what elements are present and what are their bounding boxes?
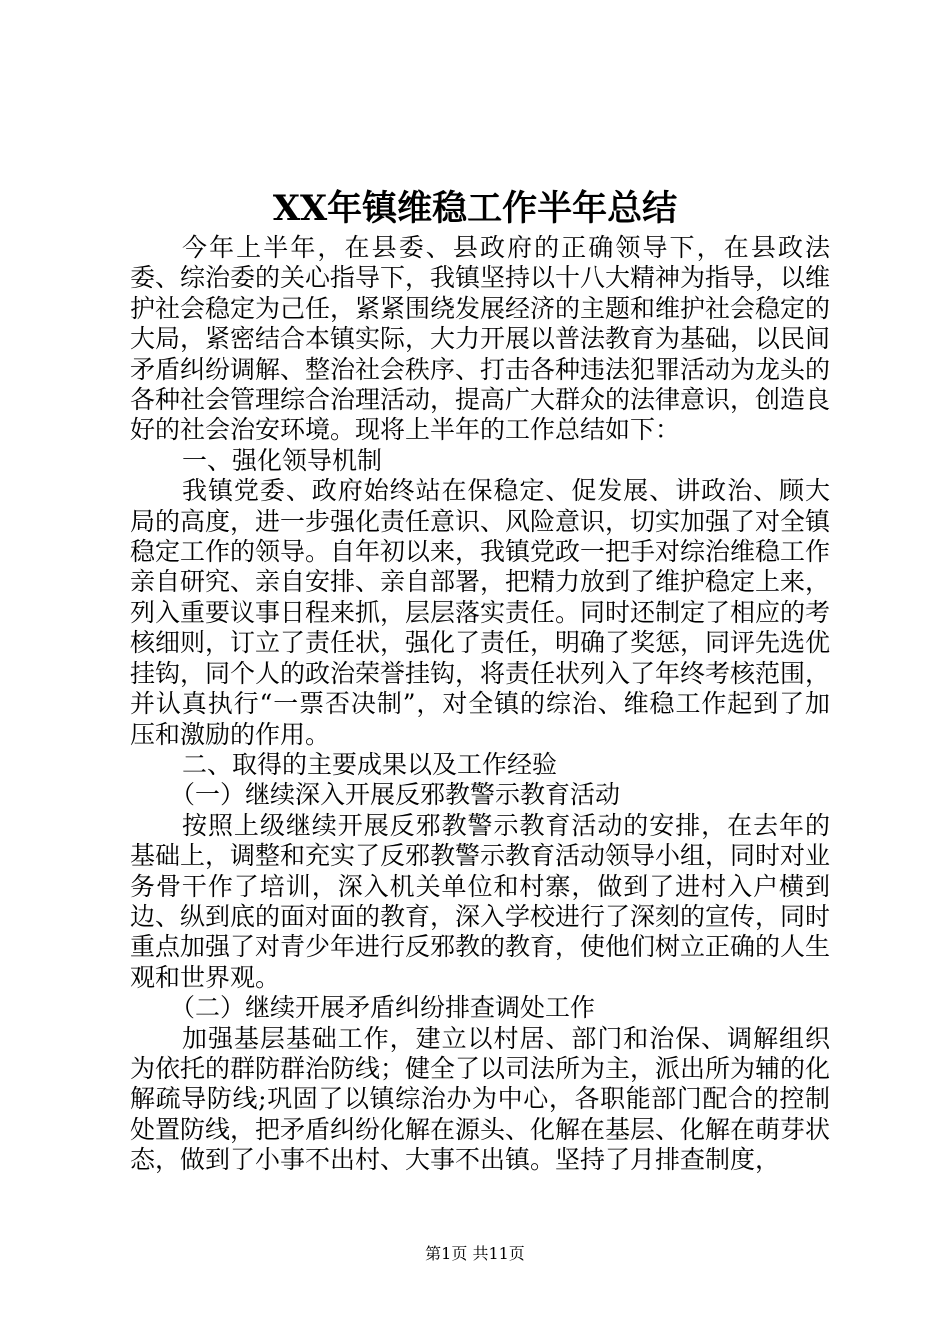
section-heading-leadership: 一、强化领导机制 <box>182 445 383 475</box>
section-paragraph-leadership: 我镇党委、政府始终站在保稳定、促发展、讲政治、顾大局的高度，进一步强化责任意识、风险意识，切实加强了对全镇稳定工作的领导。自年初以来，我镇党政一把手对综治维稳工作亲自研究、亲自安排、亲自部署，把精力放到了维护稳定上来，列入重要议事日程来抓，层层落实责任。同时还制定了相应的考核细则，订立了责任状，强化了责任，明确了奖惩，同评先选优挂钩，同个人的政治荣誉挂钩，将责任状列入了年终考核范围，并认真执行“一票否决制”，对全镇的综治、维稳工作起到了加压和激励的作用。 <box>130 476 831 749</box>
document-body <box>130 233 830 1176</box>
subsection-heading-disputes: （二）继续开展矛盾纠纷排查调处工作 <box>170 993 596 1023</box>
subsection-heading-anti-cult: （一）继续深入开展反邪教警示教育活动 <box>170 780 621 810</box>
section-heading-achievements: 二、取得的主要成果以及工作经验 <box>182 749 558 779</box>
document-title: XX年镇维稳工作半年总结 <box>272 188 678 229</box>
subsection-paragraph-disputes: 加强基层基础工作，建立以村居、部门和治保、调解组织为依托的群防群治防线；健全了以司法所为主，派出所为辅的化解疏导防线;巩固了以镇综治办为中心，各职能部门配合的控制处置防线，把矛盾纠纷化解在源头、化解在基层、化解在萌芽状态，做到了小事不出村、大事不出镇。坚持了月排查制度， <box>130 1023 831 1175</box>
intro-paragraph: 今年上半年，在县委、县政府的正确领导下，在县政法委、综治委的关心指导下，我镇坚持以十八大精神为指导，以维护社会稳定为己任，紧紧围绕发展经济的主题和维护社会稳定的大局，紧密结合本镇实际，大力开展以普法教育为基础，以民间矛盾纠纷调解、整治社会秩序、打击各种违法犯罪活动为龙头的各种社会管理综合治理活动，提高广大群众的法律意识，创造良好的社会治安环境。现将上半年的工作总结如下： <box>130 233 831 445</box>
subsection-paragraph-anti-cult: 按照上级继续开展反邪教警示教育活动的安排，在去年的基础上，调整和充实了反邪教警示教育活动领导小组，同时对业务骨干作了培训，深入机关单位和村寨，做到了进村入户横到边、纵到底的面对面的教育，深入学校进行了深刻的宣传，同时重点加强了对青少年进行反邪教的教育，使他们树立正确的人生观和世界观。 <box>130 810 831 992</box>
page-number-footer: 第1页 共11页 <box>425 1244 525 1263</box>
